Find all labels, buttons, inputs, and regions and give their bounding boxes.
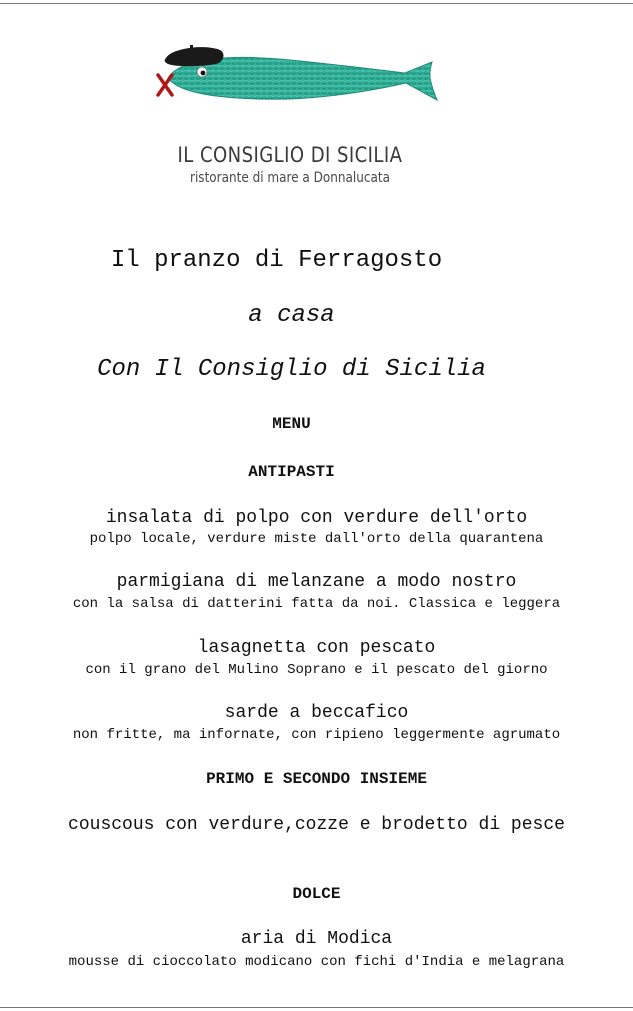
fish-with-beret-logo: [150, 40, 450, 115]
dish-name: couscous con verdure,cozze e brodetto di pesce: [68, 815, 565, 835]
dish-description: non fritte, ma infornate, con ripieno leggermente agrumato: [72, 727, 561, 743]
dish-name: lasagnetta con pescato: [197, 638, 436, 658]
section-title-dolce: DOLCE: [292, 885, 341, 903]
dish-description: mousse di cioccolato modicano con fichi d'India e melagrana: [68, 954, 565, 970]
restaurant-name: IL CONSIGLIO DI SICILIA: [177, 143, 403, 167]
dish-description: con il grano del Mulino Soprano e il pescato del giorno: [85, 662, 548, 678]
dish-name: aria di Modica: [240, 929, 393, 949]
dish-description: polpo locale, verdure miste dall'orto della quarantena: [89, 531, 544, 547]
menu-heading: MENU: [272, 415, 311, 433]
dish-name: insalata di polpo con verdure dell'orto: [105, 508, 528, 528]
section-title-primo-secondo: PRIMO E SECONDO INSIEME: [206, 770, 427, 788]
dish-description: con la salsa di datterini fatta da noi. Classica e leggera: [72, 596, 561, 612]
section-title-antipasti: ANTIPASTI: [248, 463, 335, 481]
dish-name: sarde a beccafico: [224, 703, 409, 723]
subtitle-with-restaurant: Con Il Consiglio di Sicilia: [97, 356, 486, 383]
restaurant-tagline: ristorante di mare a Donnalucata: [190, 170, 390, 186]
dish-name: parmigiana di melanzane a modo nostro: [116, 572, 517, 592]
page-title: Il pranzo di Ferragosto: [110, 247, 443, 274]
subtitle-a-casa: a casa: [248, 302, 335, 329]
